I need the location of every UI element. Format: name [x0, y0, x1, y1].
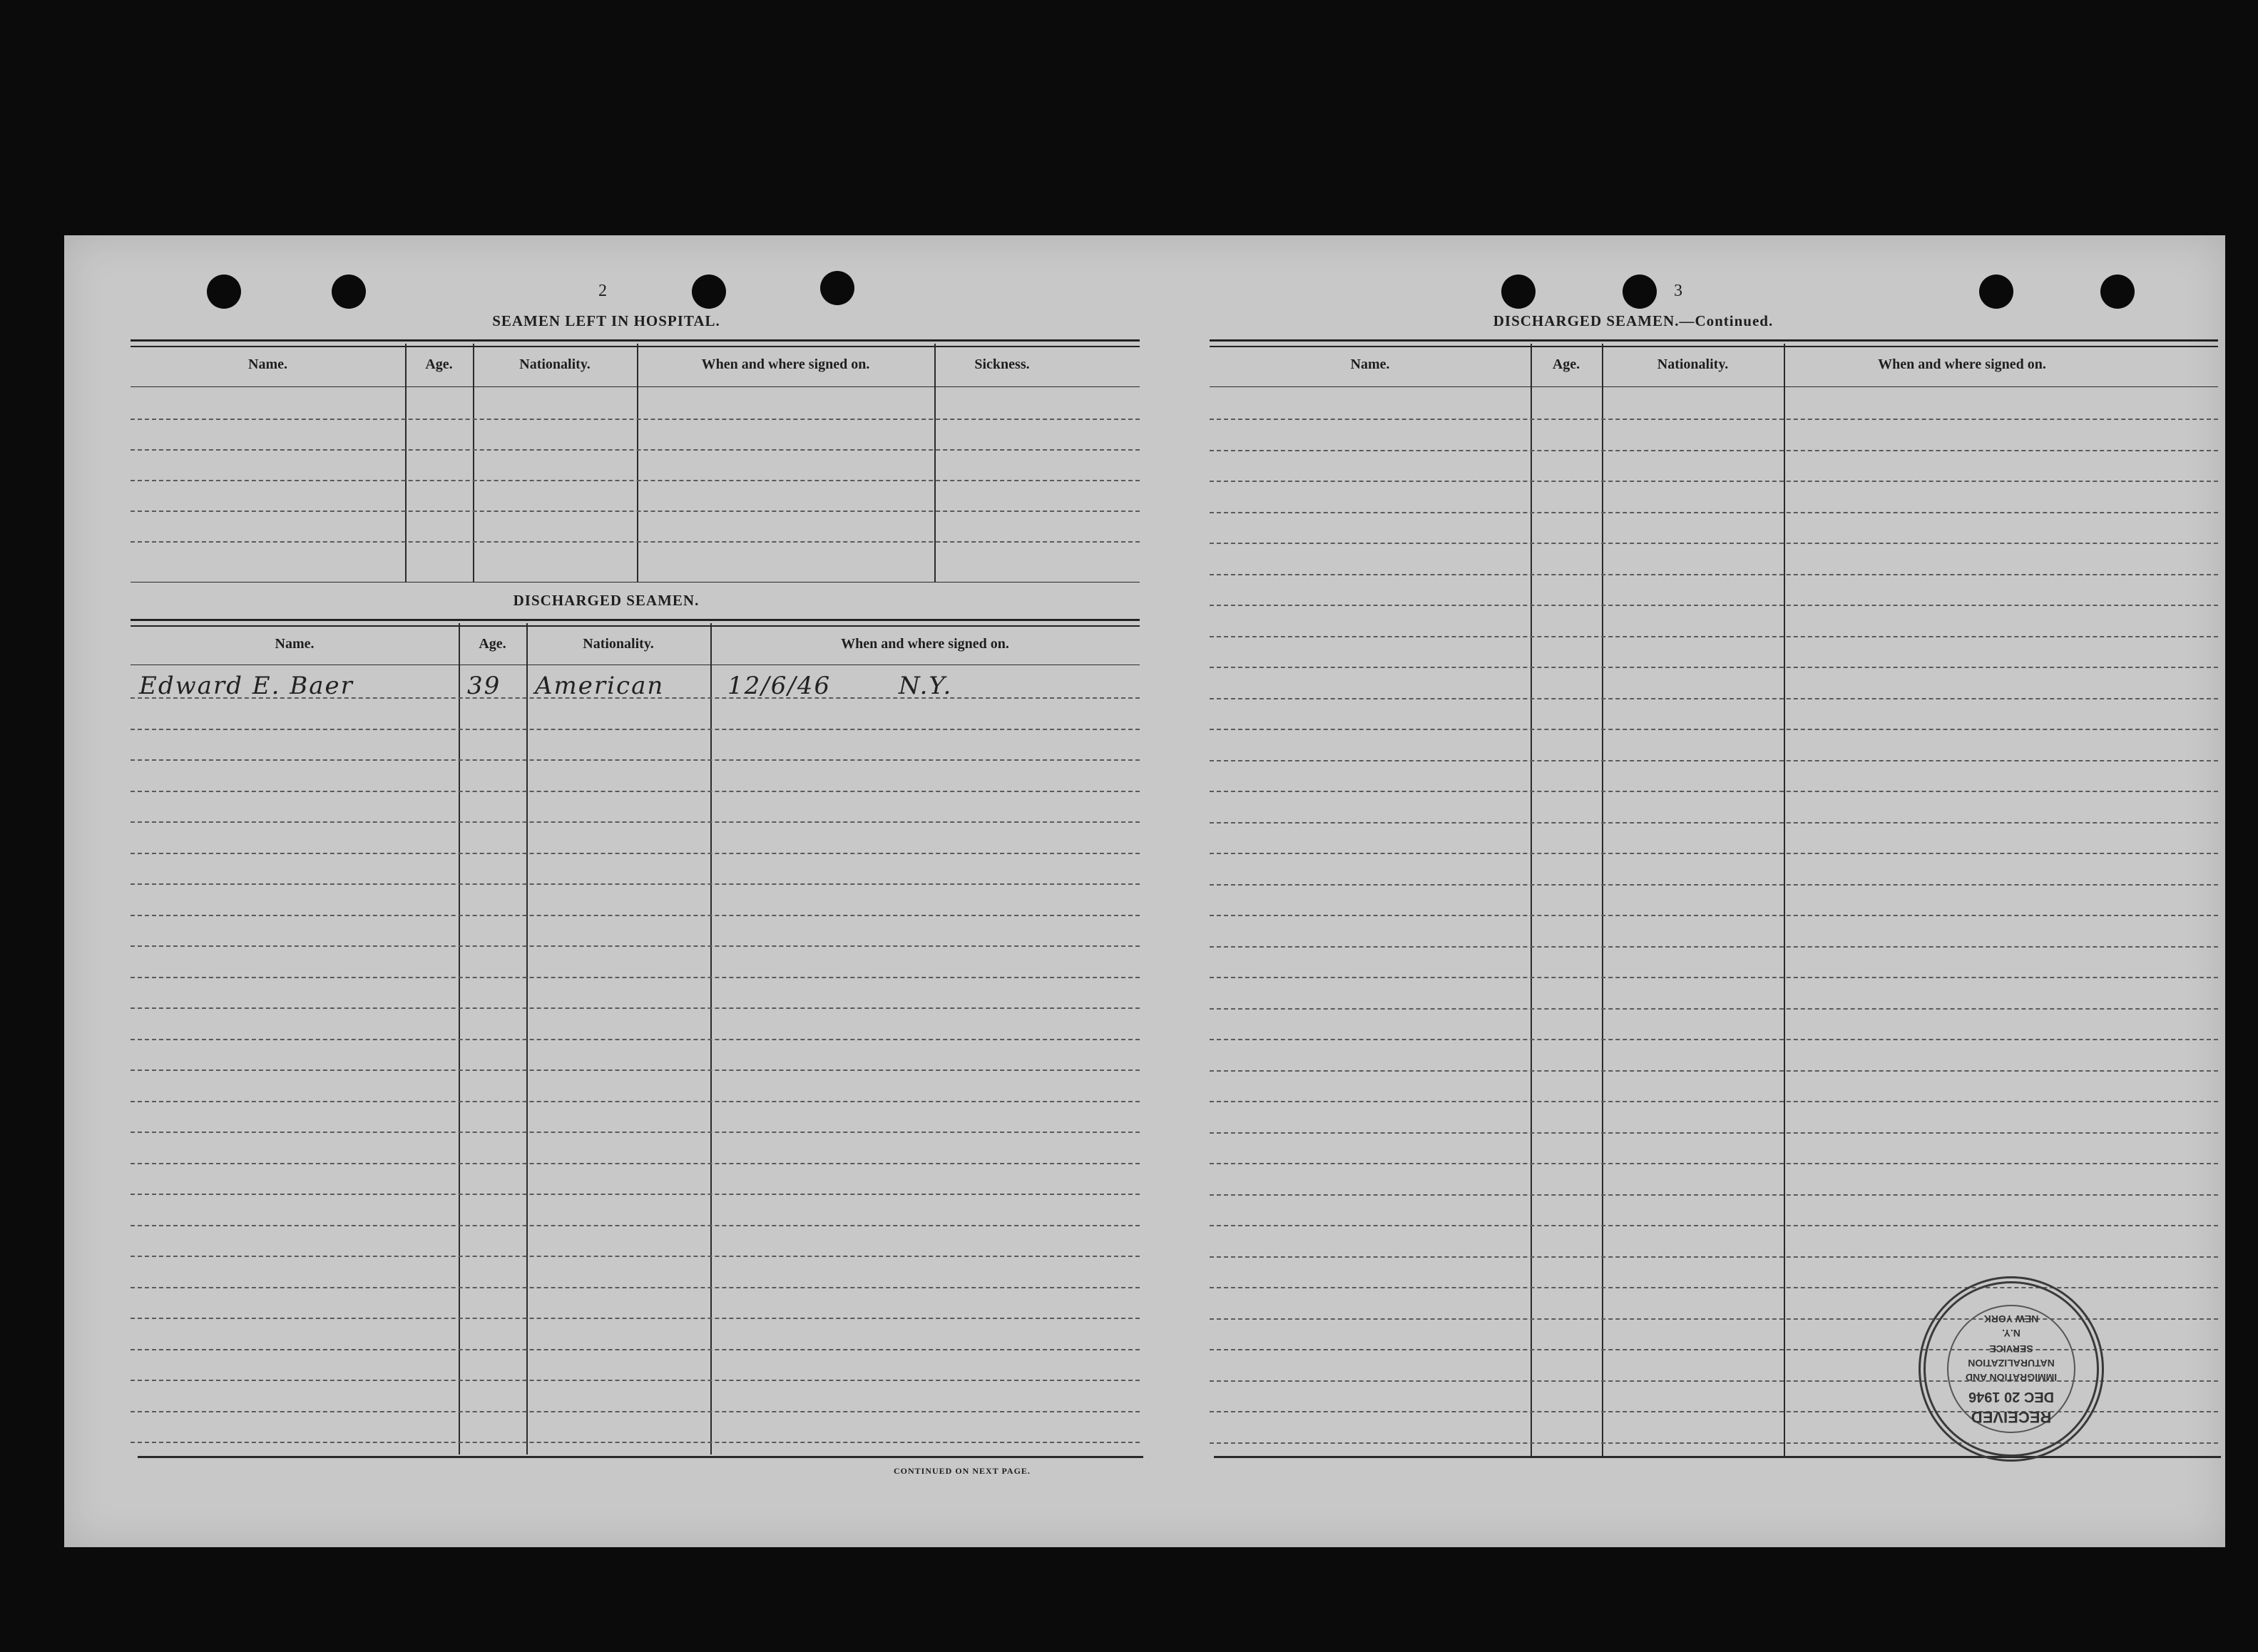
discharged-header-age: Age. [479, 636, 506, 652]
right-header-age: Age. [1552, 356, 1580, 372]
entry-nationality: American [535, 672, 665, 700]
right-col-divider [1531, 344, 1532, 1456]
entry-age: 39 [467, 672, 501, 700]
hospital-col-divider [405, 344, 407, 583]
discharged-header-name: Name. [275, 636, 315, 652]
row-line [131, 853, 1140, 854]
row-line [131, 1287, 1140, 1288]
row-line [1210, 574, 2218, 575]
punch-hole [207, 275, 241, 309]
row-line [1210, 419, 2218, 420]
row-line [1210, 1225, 2218, 1226]
row-line [131, 915, 1140, 916]
right-page-number: 3 [1674, 282, 1682, 300]
right-header-signed-on: When and where signed on. [1878, 356, 2046, 372]
hospital-col-divider [934, 344, 936, 583]
row-line [131, 1411, 1140, 1412]
hospital-row-line [131, 480, 1140, 481]
punch-hole [692, 275, 726, 309]
row-line [1210, 1039, 2218, 1040]
row-line [131, 1039, 1140, 1040]
manifest-sheet [64, 235, 2225, 1547]
row-line [131, 759, 1140, 761]
punch-hole [332, 275, 366, 309]
row-line [131, 1256, 1140, 1257]
hospital-header-signed-on: When and where signed on. [701, 356, 870, 372]
row-line [131, 1007, 1140, 1009]
right-header-rule [1210, 386, 2218, 387]
row-line [131, 1318, 1140, 1319]
row-line [1210, 884, 2218, 886]
stamp-line-4: NATURALIZATION [1968, 1358, 2055, 1369]
discharged-bottom-rule [138, 1456, 1143, 1458]
row-line [1210, 1287, 2218, 1288]
left-page-number: 2 [598, 282, 607, 300]
hospital-header-age: Age. [425, 356, 453, 372]
stamp-line-6: N.Y. [2002, 1328, 2021, 1339]
row-line [1210, 853, 2218, 854]
row-line [131, 1194, 1140, 1195]
row-line [131, 791, 1140, 792]
row-line [1210, 760, 2218, 761]
right-col-divider [1784, 344, 1785, 1456]
row-line [1210, 1008, 2218, 1010]
stamp-line-7: NEW YORK [1983, 1313, 2039, 1325]
discharged-section-title: DISCHARGED SEAMEN. [513, 592, 700, 609]
row-line [1210, 1132, 2218, 1134]
row-line [1210, 512, 2218, 513]
hospital-bottom-rule [131, 582, 1140, 583]
discharged-header-nationality: Nationality. [583, 636, 654, 652]
continued-footer: CONTINUED ON NEXT PAGE. [894, 1466, 1031, 1476]
discharged-header-signed-on: When and where signed on. [841, 636, 1009, 652]
entry-name: Edward E. Baer [139, 672, 354, 700]
row-line [1210, 481, 2218, 482]
right-bottom-rule [1214, 1456, 2221, 1458]
row-line [1210, 1194, 2218, 1196]
stamp-line-1: RECEIVED [1971, 1408, 2052, 1426]
row-line [1210, 822, 2218, 824]
punch-hole [1501, 275, 1536, 309]
row-line [131, 1069, 1140, 1071]
hospital-top-rule [131, 339, 1140, 347]
row-line [1210, 946, 2218, 948]
row-line [1210, 791, 2218, 792]
row-line [131, 821, 1140, 823]
row-line [1210, 450, 2218, 451]
row-line [131, 1101, 1140, 1102]
row-line [131, 1132, 1140, 1133]
row-line [1210, 1101, 2218, 1102]
row-line [131, 945, 1140, 947]
discharged-top-rule [131, 619, 1140, 627]
hospital-row-line [131, 419, 1140, 420]
punch-hole [1979, 275, 2013, 309]
row-line [131, 977, 1140, 978]
row-line [1210, 543, 2218, 544]
hospital-col-divider [637, 344, 638, 583]
row-line [131, 1225, 1140, 1226]
hospital-section-title: SEAMEN LEFT IN HOSPITAL. [492, 312, 720, 329]
right-header-name: Name. [1350, 356, 1390, 372]
right-col-divider [1602, 344, 1603, 1456]
hospital-row-line [131, 541, 1140, 543]
hospital-header-nationality: Nationality. [519, 356, 591, 372]
row-line [131, 729, 1140, 730]
stamp-line-5: SERVICE [1989, 1343, 2033, 1355]
row-line [1210, 636, 2218, 637]
hospital-header-sickness: Sickness. [974, 356, 1030, 372]
stamp-line-3: IMMIGRATION AND [1965, 1372, 2058, 1383]
right-section-title: DISCHARGED SEAMEN.—Continued. [1493, 312, 1774, 329]
row-line [1210, 977, 2218, 978]
row-line [1210, 1070, 2218, 1072]
punch-hole [820, 271, 854, 305]
right-header-nationality: Nationality. [1657, 356, 1729, 372]
row-line [1210, 667, 2218, 668]
hospital-header-rule [131, 386, 1140, 387]
entry-signed-place: N.Y. [899, 672, 953, 700]
received-stamp [1919, 1276, 2104, 1462]
hospital-header-name: Name. [248, 356, 287, 372]
row-line [1210, 1163, 2218, 1164]
row-line [131, 1349, 1140, 1350]
row-line [131, 1163, 1140, 1164]
stamp-line-2: DEC 20 1946 [1968, 1389, 2055, 1405]
entry-signed-date: 12/6/46 [727, 672, 832, 700]
right-top-rule [1210, 339, 2218, 347]
hospital-col-divider [473, 344, 474, 583]
hospital-row-line [131, 449, 1140, 451]
row-line [131, 1442, 1140, 1443]
row-line [131, 883, 1140, 885]
row-line [1210, 729, 2218, 730]
row-line [1210, 1256, 2218, 1258]
row-line [131, 1380, 1140, 1381]
hospital-row-line [131, 511, 1140, 512]
row-line [1210, 915, 2218, 916]
punch-hole [2100, 275, 2135, 309]
punch-hole [1623, 275, 1657, 309]
row-line [1210, 698, 2218, 699]
row-line [1210, 605, 2218, 606]
